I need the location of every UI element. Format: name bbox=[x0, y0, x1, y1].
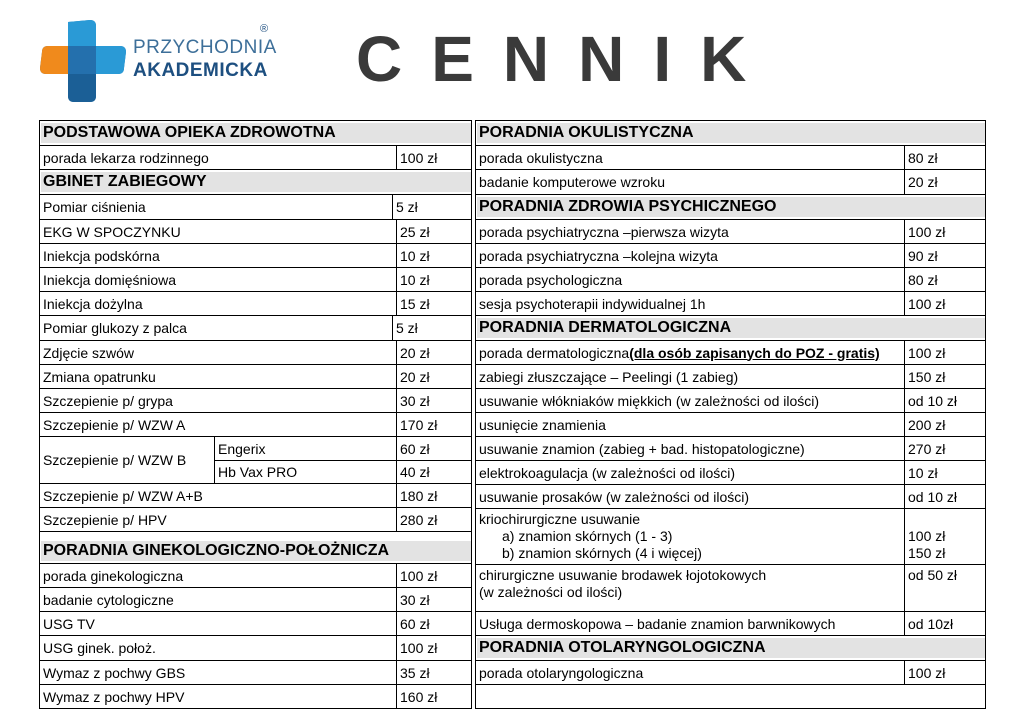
table-row: elektrokoagulacja (w zależności od ilości) 10 zł bbox=[476, 460, 985, 484]
left-price-table bbox=[39, 120, 472, 709]
logo-line2: AKADEMICKA bbox=[133, 60, 268, 81]
table-row: USG ginek. położ. 100 zł bbox=[40, 635, 471, 660]
table-row: usuwanie prosaków (w zależności od ilości) od 10 zł bbox=[476, 484, 985, 508]
table-row: porada psychiatryczna –pierwsza wizyta 100 zł bbox=[476, 219, 985, 243]
table-row: Zdjęcie szwów 20 zł bbox=[40, 340, 471, 364]
section-header-ginekologia: PORADNIA GINEKOLOGICZNO-POŁOŻNICZA bbox=[40, 531, 471, 563]
table-row: Szczepienie p/ grypa 30 zł bbox=[40, 388, 471, 412]
table-row: usunięcie znamienia 200 zł bbox=[476, 412, 985, 436]
table-row: zabiegi złuszczające – Peelingi (1 zabieg) 150 zł bbox=[476, 364, 985, 388]
table-row: porada dermatologiczna (dla osób zapisanych do POZ - gratis) 100 zł bbox=[476, 340, 985, 364]
page-title: CENNIK bbox=[356, 23, 776, 95]
clinic-logo bbox=[38, 18, 278, 104]
table-row: Wymaz z pochwy GBS 35 zł bbox=[40, 660, 471, 684]
poz-free-note: (dla osób zapisanych do POZ - gratis) bbox=[629, 344, 880, 361]
medical-cross-logo-icon bbox=[38, 18, 130, 104]
table-row: badanie komputerowe wzroku 20 zł bbox=[476, 169, 985, 194]
table-row: porada ginekologiczna 100 zł bbox=[40, 563, 471, 587]
table-row: porada psychiatryczna –kolejna wizyta 90 zł bbox=[476, 243, 985, 267]
logo-line1: PRZYCHODNIA bbox=[133, 37, 277, 58]
table-row: Szczepienie p/ WZW A+B 180 zł bbox=[40, 483, 471, 507]
table-row: porada lekarza rodzinnego 100 zł bbox=[40, 145, 471, 169]
table-row: usuwanie znamion (zabieg + bad. histopatologiczne) 270 zł bbox=[476, 436, 985, 460]
section-header-psychiatria: PORADNIA ZDROWIA PSYCHICZNEGO bbox=[476, 194, 985, 219]
right-price-table bbox=[475, 120, 986, 709]
section-header-dermatologia: PORADNIA DERMATOLOGICZNA bbox=[476, 315, 985, 340]
table-row: porada okulistyczna 80 zł bbox=[476, 145, 985, 169]
table-row: Iniekcja dożylna 15 zł bbox=[40, 291, 471, 315]
table-row: porada psychologiczna 80 zł bbox=[476, 267, 985, 291]
table-row: Szczepienie p/ HPV 280 zł bbox=[40, 507, 471, 531]
registered-mark: ® bbox=[260, 23, 269, 35]
table-row: porada otolaryngologiczna 100 zł bbox=[476, 660, 985, 684]
table-row: Pomiar glukozy z palca 5 zł bbox=[40, 315, 471, 340]
section-header-poz: PODSTAWOWA OPIEKA ZDROWOTNA bbox=[40, 120, 471, 145]
table-row: Szczepienie p/ WZW A 170 zł bbox=[40, 412, 471, 436]
section-header-laryngologia: PORADNIA OTOLARYNGOLOGICZNA bbox=[476, 635, 985, 660]
table-row: USG TV 60 zł bbox=[40, 611, 471, 635]
table-row: badanie cytologiczne 30 zł bbox=[40, 587, 471, 611]
table-row: EKG W SPOCZYNKU 25 zł bbox=[40, 219, 471, 243]
table-row: Pomiar ciśnienia 5 zł bbox=[40, 194, 471, 219]
table-row-wzw-b: Szczepienie p/ WZW B Engerix 60 zł Hb Vax PRO 40 zł bbox=[40, 436, 471, 483]
table-row-chir: chirurgiczne usuwanie brodawek łojotokowych (w zależności od ilości) od 50 zł bbox=[476, 564, 985, 611]
table-row: Iniekcja domięśniowa 10 zł bbox=[40, 267, 471, 291]
table-row: Zmiana opatrunku 20 zł bbox=[40, 364, 471, 388]
table-row: Wymaz z pochwy HPV 160 zł bbox=[40, 684, 471, 708]
table-row-krio: kriochirurgiczne usuwanie a) znamion skórnych (1 - 3) b) znamion skórnych (4 i więcej) 100 zł 150 zł bbox=[476, 508, 985, 564]
section-header-gabinet: GBINET ZABIEGOWY bbox=[40, 169, 471, 194]
table-row: sesja psychoterapii indywidualnej 1h 100 zł bbox=[476, 291, 985, 315]
table-row-empty bbox=[476, 684, 985, 708]
table-row: Iniekcja podskórna 10 zł bbox=[40, 243, 471, 267]
table-row: usuwanie włókniaków miękkich (w zależności od ilości) od 10 zł bbox=[476, 388, 985, 412]
section-header-okulistyka: PORADNIA OKULISTYCZNA bbox=[476, 120, 985, 145]
table-row: Usługa dermoskopowa – badanie znamion barwnikowych od 10zł bbox=[476, 611, 985, 635]
